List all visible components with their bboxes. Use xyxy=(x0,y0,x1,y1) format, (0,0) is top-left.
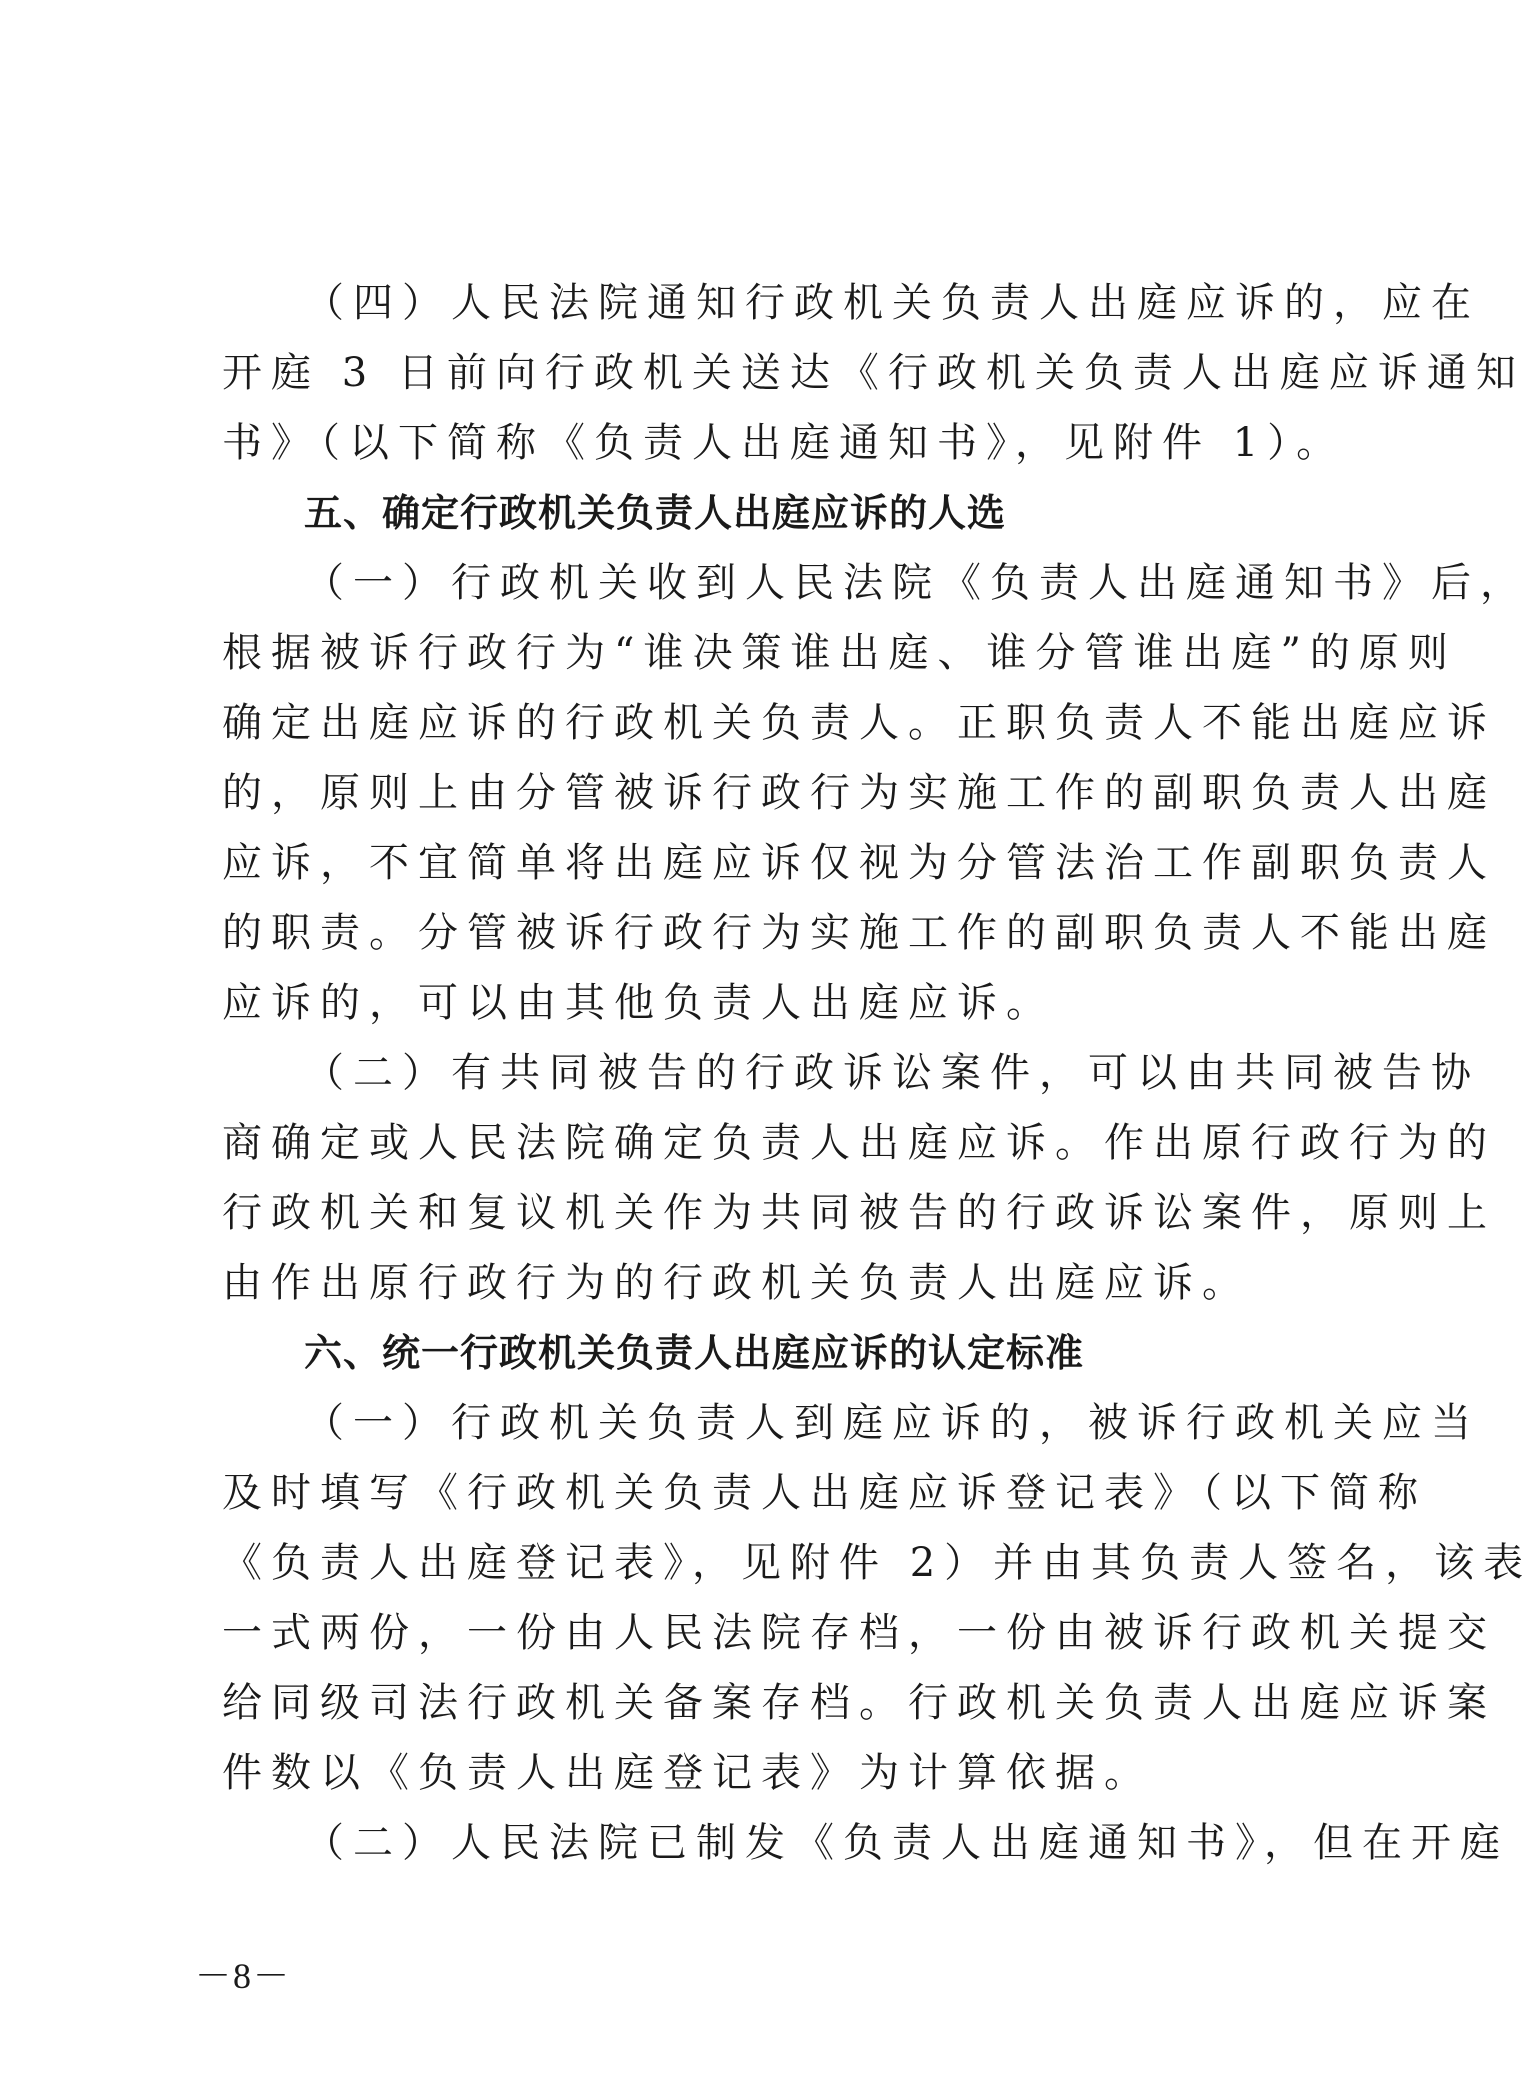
paragraph-line: 应诉的，可以由其他负责人出庭应诉。 xyxy=(222,980,1055,1026)
paragraph-line: 的，原则上由分管被诉行政行为实施工作的副职负责人出庭 xyxy=(222,770,1496,816)
paragraph-line: （四）人民法院通知行政机关负责人出庭应诉的，应在 xyxy=(304,280,1480,326)
paragraph-line: 《负责人出庭登记表》，见附件 2）并由其负责人签名，该表 xyxy=(222,1540,1532,1586)
paragraph-line: （一）行政机关负责人到庭应诉的，被诉行政机关应当 xyxy=(304,1400,1480,1446)
paragraph-line: （一）行政机关收到人民法院《负责人出庭通知书》后， xyxy=(304,560,1529,606)
paragraph-line: 件数以《负责人出庭登记表》为计算依据。 xyxy=(222,1750,1153,1796)
paragraph-line: 书》（以下简称《负责人出庭通知书》，见附件 1）。 xyxy=(222,420,1346,466)
paragraph-line: 根据被诉行政行为“谁决策谁出庭、谁分管谁出庭”的原则 xyxy=(222,630,1457,676)
paragraph-line: 应诉，不宜简单将出庭应诉仅视为分管法治工作副职负责人 xyxy=(222,840,1496,886)
paragraph-line: 行政机关和复议机关作为共同被告的行政诉讼案件，原则上 xyxy=(222,1190,1496,1236)
paragraph-line: 商确定或人民法院确定负责人出庭应诉。作出原行政行为的 xyxy=(222,1120,1496,1166)
paragraph-line: 开庭 3 日前向行政机关送达《行政机关负责人出庭应诉通知 xyxy=(222,350,1525,396)
page-number: －8－ xyxy=(195,1956,292,1996)
section-heading: 五、确定行政机关负责人出庭应诉的人选 xyxy=(304,491,1007,535)
section-heading: 六、统一行政机关负责人出庭应诉的认定标准 xyxy=(304,1331,1085,1375)
paragraph-line: （二）有共同被告的行政诉讼案件，可以由共同被告协 xyxy=(304,1050,1480,1096)
paragraph-line: 给同级司法行政机关备案存档。行政机关负责人出庭应诉案 xyxy=(222,1680,1496,1726)
paragraph-line: 的职责。分管被诉行政行为实施工作的副职负责人不能出庭 xyxy=(222,910,1496,956)
paragraph-line: 一式两份，一份由人民法院存档，一份由被诉行政机关提交 xyxy=(222,1610,1496,1656)
paragraph-line: 及时填写《行政机关负责人出庭应诉登记表》（以下简称 xyxy=(222,1470,1427,1516)
paragraph-line: （二）人民法院已制发《负责人出庭通知书》，但在开庭 xyxy=(304,1820,1509,1866)
paragraph-line: 由作出原行政行为的行政机关负责人出庭应诉。 xyxy=(222,1260,1251,1306)
paragraph-line: 确定出庭应诉的行政机关负责人。正职负责人不能出庭应诉 xyxy=(222,700,1496,746)
